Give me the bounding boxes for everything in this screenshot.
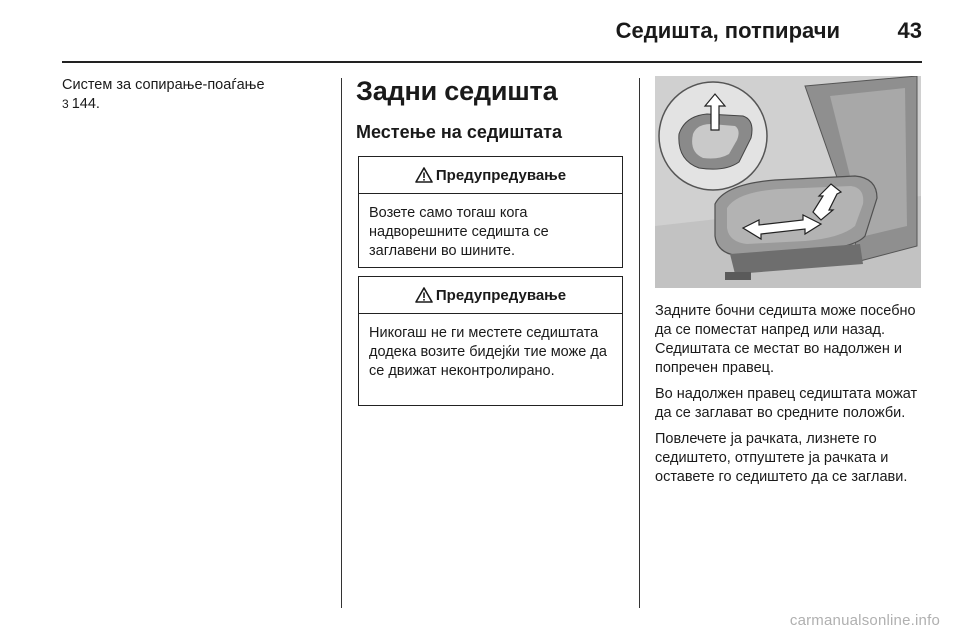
- section-title: Задни седишта: [356, 76, 558, 106]
- cross-reference-topic: Систем за сопирање-поаѓање: [62, 77, 265, 93]
- instruction-text: [655, 302, 930, 494]
- page-number: 43: [897, 18, 922, 43]
- page-header-title: Седишта, потпирачи: [615, 18, 840, 43]
- warning-header: [359, 277, 622, 314]
- paragraph: Задните бочни седишта може посебно да се поместат напред или назад. Седиштата се местат во надолжен и попречен правец.: [655, 303, 916, 376]
- watermark: carmanualsonline.info: [789, 612, 940, 629]
- cross-reference-page: 144.: [71, 96, 100, 112]
- warning-triangle-icon: [415, 167, 433, 183]
- subsection-title: Местење на седиштата: [356, 122, 562, 142]
- rear-seat-adjustment-illustration: [655, 76, 921, 288]
- cross-reference-text: [62, 76, 327, 114]
- warning-body: Никогаш не ги местете седиштата додека возите бидејќи тие може да се движат неконтролирано.: [369, 325, 607, 379]
- reference-arrow-icon: 3: [62, 97, 69, 111]
- warning-label: Предупредување: [435, 286, 567, 304]
- warning-triangle-icon: [415, 287, 433, 303]
- paragraph: Повлечете ја рачката, лизнете го седиштето, отпуштете ја рачката и оставете го седиштето да се заглави.: [655, 431, 908, 485]
- column-divider-right: [639, 78, 640, 608]
- cross-reference-link[interactable]: [62, 95, 327, 114]
- paragraph: Во надолжен правец седиштата можат да се заглават во средните положби.: [655, 386, 918, 421]
- seat-illustration-drawing: [655, 76, 921, 288]
- warning-box: [358, 156, 623, 268]
- warning-box: [358, 276, 623, 406]
- warning-body: Возете само тогаш кога надворешните седишта се заглавени во шините.: [369, 205, 549, 259]
- warning-header: [359, 157, 622, 194]
- header-rule: [62, 61, 922, 63]
- column-divider-left: [341, 78, 342, 608]
- warning-label: Предупредување: [435, 166, 567, 184]
